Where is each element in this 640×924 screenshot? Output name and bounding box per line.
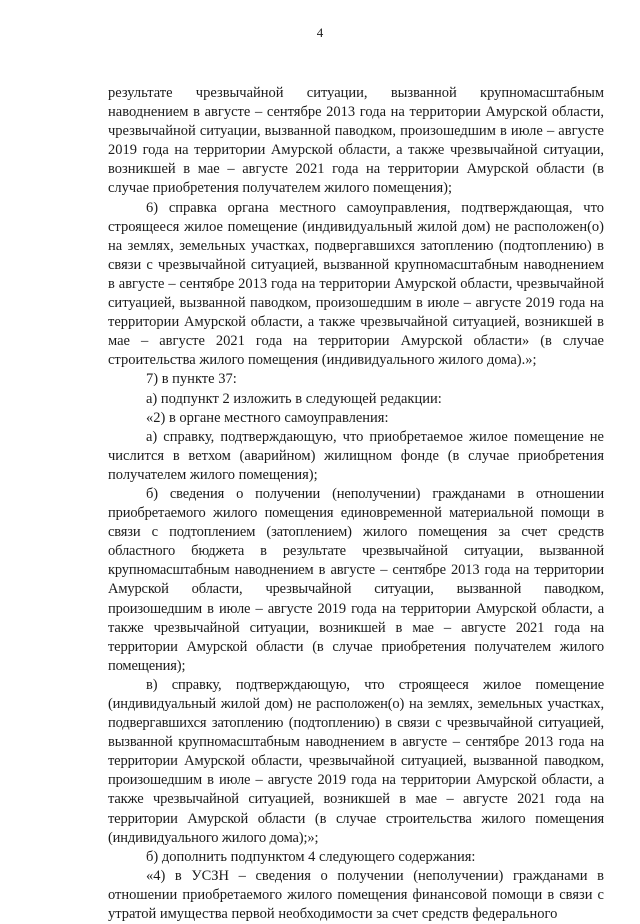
paragraph-subitem-4: «4) в УСЗН – сведения о получении (неполучении) гражданами в отношении приобретаемого жилого помещения финансовой помощи в связи с утратой имущества первой необходимости за счет средств федерального: [108, 867, 604, 923]
paragraph-subitem-2v: в) справку, подтверждающую, что строящееся жилое помещение (индивидуальный жилой дом) не расположен(о) на землях, земельных участках, подвергавшихся затоплению (подтоплению) в связи с чрезвычайной ситуацией, вызванной крупномасштабным наводнением в августе – сентябре 2013 года на территории Амурской области, чрезвычайной ситуацией, вызванной паводком, произошедшим в июле – августе 2019 года на территории Амурской области, а также чрезвычайной ситуацией, возникшей в мае – августе 2021 года на территории Амурской области (в случае строительства жилого помещения (индивидуального жилого дома);»;: [108, 676, 604, 846]
paragraph-item-6: 6) справка органа местного самоуправления, подтверждающая, что строящееся жилое помещение (индивидуальный жилой дом) не расположен(о) на землях, земельных участках, подвергавшихся затоплению (подтоплению) в связи с чрезвычайной ситуацией, вызванной крупномасштабным наводнением в августе – сентябре 2013 года на территории Амурской области, чрезвычайной ситуацией, вызванной паводком, произошедшим в июле – августе 2019 года на территории Амурской области, а также чрезвычайной ситуацией, возникшей в мае – августе 2021 года на территории Амурской области» (в случае строительства жилого помещения (индивидуального жилого дома).»;: [108, 199, 604, 369]
paragraph-continuation: результате чрезвычайной ситуации, вызванной крупномасштабным наводнением в августе – сентябре 2013 года на территории Амурской области, чрезвычайной ситуации, вызванной паводком, произошедшим в июле – августе 2019 года на территории Амурской области, а также чрезвычайной ситуации, возникшей в мае – августе 2021 года на территории Амурской области (в случае приобретения получателем жилого помещения);: [108, 85, 604, 197]
paragraph-subitem-2-heading: «2) в органе местного самоуправления:: [146, 409, 389, 426]
paragraph-subitem-a: а) подпункт 2 изложить в следующей редакции:: [146, 390, 442, 407]
paragraph-subitem-b: б) дополнить подпунктом 4 следующего содержания:: [146, 848, 476, 865]
paragraph-subitem-2a: а) справку, подтверждающую, что приобретаемое жилое помещение не числится в ветхом (аварийном) жилищном фонде (в случае приобретения получателем жилого помещения);: [108, 428, 604, 483]
document-body: [108, 84, 604, 924]
paragraph-item-7: 7) в пункте 37:: [146, 371, 237, 388]
paragraph-subitem-2b: б) сведения о получении (неполучении) гражданами в отношении приобретаемого жилого помещения единовременной материальной помощи в связи с подтоплением (затоплением) жилого помещения за счет средств областного бюджета в результате чрезвычайной ситуации, вызванной крупномасштабным наводнением в августе – сентябре 2013 года на территории Амурской области, чрезвычайной ситуации, вызванной паводком, произошедшим в июле – августе 2019 года на территории Амурской области, а также чрезвычайной ситуации, возникшей в мае – августе 2021 года на территории Амурской области (в случае приобретения получателем жилого помещения);: [108, 485, 604, 674]
page-number: 4: [316, 25, 324, 40]
